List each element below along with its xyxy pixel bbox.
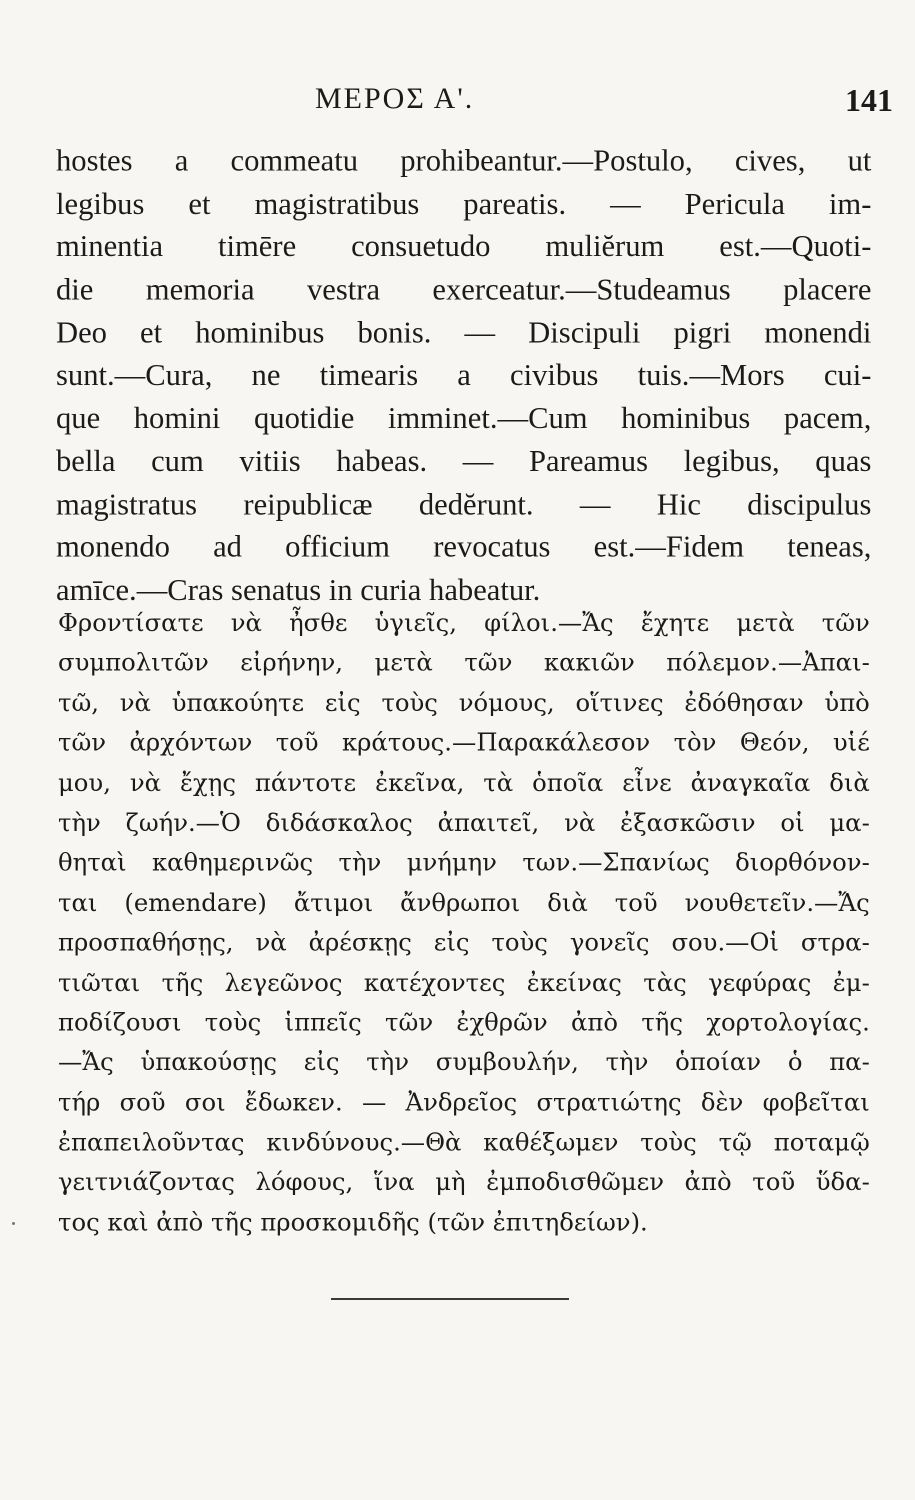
text-line: τος καὶ ἀπὸ τῆς προσκομιδῆς (τῶν ἐπιτηδείων). <box>58 1208 648 1237</box>
text-line: ται (emendare) ἄτιμοι ἄνθρωποι διὰ τοῦ νουθετεῖν.—Ἄς <box>58 889 870 917</box>
text-line: θηταὶ καθημερινῶς τὴν μνήμην των.—Σπανίως διορθόνον- <box>58 849 870 878</box>
text-line: τιῶται τῆς λεγεῶνος κατέχοντες ἐκείνας τὰς γεφύρας ἐμ- <box>58 968 870 997</box>
text-line: magistratus reipublicæ dedĕrunt. — Hic discipulus <box>56 487 872 522</box>
text-line: que homini quotidie imminet.—Cum hominibus pacem, <box>56 402 872 436</box>
text-line: τήρ σοῦ σοι ἔδωκεν. — Ἀνδρεῖος στρατιώτης δὲν φοβεῖται <box>58 1088 870 1117</box>
text-line: ποδίζουσι τοὺς ἱππεῖς τῶν ἐχθρῶν ἀπὸ τῆς χορτολογίας. <box>58 1008 870 1037</box>
text-line: legibus et magistratibus pareatis. — Pericula im- <box>56 187 872 221</box>
text-line: sunt.—Cura, ne timearis a civibus tuis.—Mors cui- <box>56 359 872 393</box>
paper-speck <box>12 1222 15 1225</box>
text-line: μου, νὰ ἔχῃς πάντοτε ἐκεῖνα, τὰ ὁποῖα εἶνε ἀναγκαῖα διὰ <box>58 769 870 798</box>
text-line: die memoria vestra exerceatur.—Studeamus placere <box>56 273 872 307</box>
greek-exercise-paragraph <box>58 604 870 1243</box>
text-line: προσπαθήσῃς, νὰ ἀρέσκῃς εἰς τοὺς γονεῖς σου.—Οἱ στρα- <box>58 929 870 957</box>
page-header <box>0 82 915 122</box>
running-head: ΜΕΡΟΣ Α'. <box>315 82 475 115</box>
text-line: ἐπαπειλοῦντας κινδύνους.—Θὰ καθέξωμεν τοὺς τῷ ποταμῷ <box>58 1128 870 1157</box>
text-line: συμπολιτῶν εἰρήνην, μετὰ τῶν κακιῶν πόλεμον.—Ἀπαι- <box>58 649 870 678</box>
text-line: amīce.—Cras senatus in curia habeatur. <box>56 573 541 607</box>
latin-exercise-paragraph <box>56 140 871 612</box>
page-number: 141 <box>845 82 893 118</box>
text-line: Φροντίσατε νὰ ἦσθε ὑγιεῖς, φίλοι.—Ἄς ἔχητε μετὰ τῶν <box>58 609 870 638</box>
text-line: —Ἄς ὑπακούσῃς εἰς τὴν συμβουλήν, τὴν ὁποίαν ὁ πα- <box>58 1048 870 1077</box>
text-line: Deo et hominibus bonis. — Discipuli pigri monendi <box>56 316 872 350</box>
text-line: hostes a commeatu prohibeantur.—Postulo, cives, ut <box>56 144 872 178</box>
text-line: τῶ, νὰ ὑπακούητε εἰς τοὺς νόμους, οἵτινες ἐδόθησαν ὑπὸ <box>58 689 870 718</box>
text-line: monendo ad officium revocatus est.—Fidem teneas, <box>56 530 872 565</box>
text-line: γειτνιάζοντας λόφους, ἵνα μὴ ἐμποδισθῶμεν ἀπὸ τοῦ ὕδα- <box>58 1168 870 1197</box>
text-line: minentia timēre consuetudo muliĕrum est.—Quoti- <box>56 230 872 264</box>
text-line: bella cum vitiis habeas. — Pareamus legibus, quas <box>56 444 872 479</box>
end-rule <box>331 1298 569 1300</box>
text-line: τῶν ἀρχόντων τοῦ κράτους.—Παρακάλεσον τὸν Θεόν, υἱέ <box>58 729 870 758</box>
text-line: τὴν ζωήν.—Ὁ διδάσκαλος ἀπαιτεῖ, νὰ ἐξασκῶσιν οἱ μα- <box>58 809 870 838</box>
